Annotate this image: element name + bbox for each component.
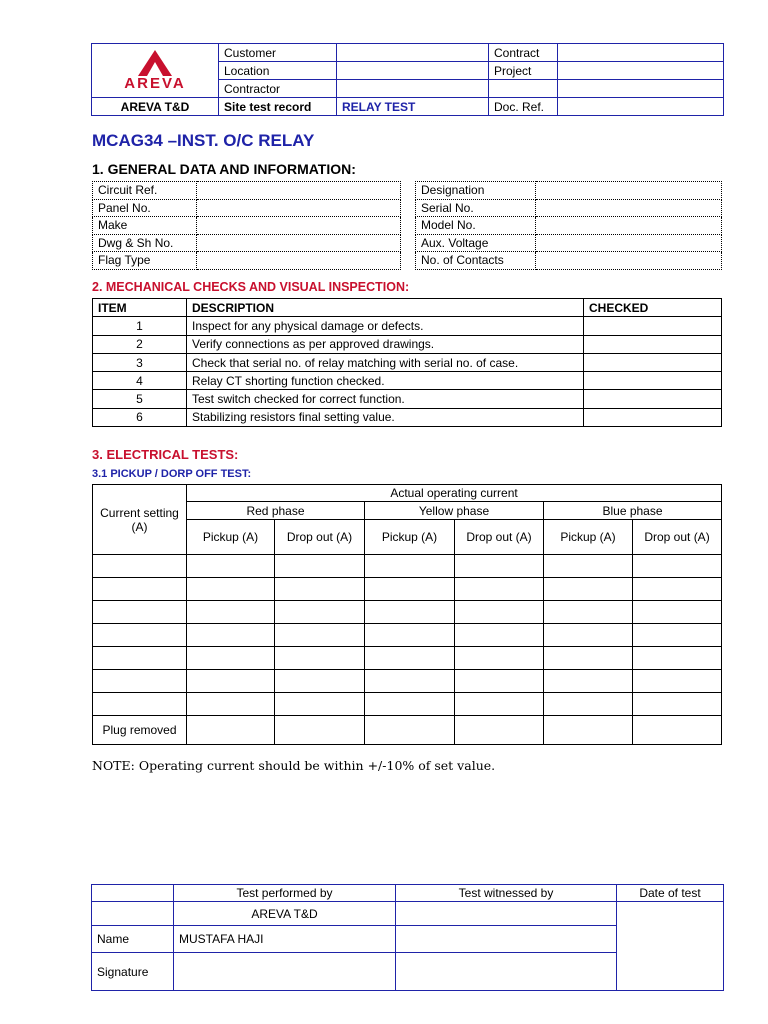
yellow-phase-header: Yellow phase xyxy=(365,502,544,520)
setting-cell[interactable] xyxy=(93,601,187,624)
value-cell[interactable] xyxy=(633,578,722,601)
value-cell[interactable] xyxy=(187,670,275,693)
blue-dropout-header: Drop out (A) xyxy=(633,520,722,555)
section-3-title: 3. ELECTRICAL TESTS: xyxy=(92,447,239,462)
value-cell[interactable] xyxy=(455,624,544,647)
item-number: 2 xyxy=(93,335,187,353)
value-cell[interactable] xyxy=(455,578,544,601)
contractor-field[interactable] xyxy=(337,80,489,98)
value-cell[interactable] xyxy=(455,670,544,693)
value-cell[interactable] xyxy=(275,716,365,745)
value-cell[interactable] xyxy=(633,693,722,716)
checked-cell[interactable] xyxy=(584,353,722,371)
item-description: Check that serial no. of relay matching with serial no. of case. xyxy=(187,353,584,371)
value-cell[interactable] xyxy=(275,601,365,624)
table-row xyxy=(93,716,722,745)
project-field[interactable] xyxy=(558,62,724,80)
value-cell[interactable] xyxy=(544,601,633,624)
performer-signature-field[interactable] xyxy=(174,953,396,991)
value-cell[interactable] xyxy=(544,647,633,670)
table-row xyxy=(93,372,722,390)
witness-company-field[interactable] xyxy=(396,902,617,926)
value-cell[interactable] xyxy=(633,624,722,647)
doc-ref-label: Doc. Ref. xyxy=(489,98,558,116)
field-value[interactable] xyxy=(197,252,401,270)
field-label: No. of Contacts xyxy=(416,252,536,270)
value-cell[interactable] xyxy=(365,670,455,693)
empty-field-cell[interactable] xyxy=(558,80,724,98)
logo-text: AREVA xyxy=(124,75,186,92)
checked-cell[interactable] xyxy=(584,372,722,390)
logo-cell xyxy=(92,44,219,98)
project-label: Project xyxy=(489,62,558,80)
item-description: Inspect for any physical damage or defects. xyxy=(187,317,584,335)
col-header-item: ITEM xyxy=(93,299,187,317)
areva-logo-icon xyxy=(138,50,172,76)
general-data-left xyxy=(92,181,401,270)
value-cell[interactable] xyxy=(365,578,455,601)
value-cell[interactable] xyxy=(544,670,633,693)
table-row xyxy=(93,390,722,408)
value-cell[interactable] xyxy=(455,601,544,624)
blue-pickup-header: Pickup (A) xyxy=(544,520,633,555)
value-cell[interactable] xyxy=(455,555,544,578)
table-row xyxy=(93,408,722,426)
col-header-checked: CHECKED xyxy=(584,299,722,317)
field-label: Serial No. xyxy=(416,199,536,217)
signoff-table xyxy=(91,884,724,991)
current-setting-header: Current setting (A) xyxy=(93,485,187,555)
table-row xyxy=(93,353,722,371)
checked-cell[interactable] xyxy=(584,390,722,408)
actual-current-header: Actual operating current xyxy=(187,485,722,502)
checked-cell[interactable] xyxy=(584,335,722,353)
value-cell[interactable] xyxy=(633,716,722,745)
item-number: 5 xyxy=(93,390,187,408)
record-label: Site test record xyxy=(219,98,337,116)
field-label: Panel No. xyxy=(93,199,197,217)
empty-cell xyxy=(92,885,174,902)
witnessed-by-header: Test witnessed by xyxy=(396,885,617,902)
field-label: Circuit Ref. xyxy=(93,182,197,200)
value-cell[interactable] xyxy=(633,601,722,624)
setting-cell[interactable] xyxy=(93,647,187,670)
value-cell[interactable] xyxy=(544,693,633,716)
note-text: NOTE: Operating current should be within +/-10% of set value. xyxy=(92,758,496,773)
item-description: Test switch checked for correct function. xyxy=(187,390,584,408)
setting-cell[interactable] xyxy=(93,578,187,601)
yellow-pickup-header: Pickup (A) xyxy=(365,520,455,555)
value-cell[interactable] xyxy=(455,647,544,670)
value-cell[interactable] xyxy=(187,624,275,647)
header-table xyxy=(91,43,724,116)
signature-label: Signature xyxy=(92,953,174,991)
value-cell[interactable] xyxy=(455,693,544,716)
customer-field[interactable] xyxy=(337,44,489,62)
item-number: 3 xyxy=(93,353,187,371)
value-cell[interactable] xyxy=(275,670,365,693)
table-row xyxy=(93,601,722,624)
table-row xyxy=(93,335,722,353)
item-description: Relay CT shorting function checked. xyxy=(187,372,584,390)
value-cell[interactable] xyxy=(544,555,633,578)
performer-name: MUSTAFA HAJI xyxy=(174,926,396,953)
general-data-right xyxy=(415,181,722,270)
empty-label-cell xyxy=(489,80,558,98)
red-dropout-header: Drop out (A) xyxy=(275,520,365,555)
value-cell[interactable] xyxy=(365,647,455,670)
performed-by-company: AREVA T&D xyxy=(174,902,396,926)
checked-cell[interactable] xyxy=(584,317,722,335)
value-cell[interactable] xyxy=(455,716,544,745)
page-title: MCAG34 –INST. O/C RELAY xyxy=(92,131,315,150)
value-cell[interactable] xyxy=(275,555,365,578)
blue-phase-header: Blue phase xyxy=(544,502,722,520)
contract-field[interactable] xyxy=(558,44,724,62)
table-row xyxy=(93,578,722,601)
field-value[interactable] xyxy=(536,199,722,217)
value-cell[interactable] xyxy=(544,624,633,647)
table-row xyxy=(93,647,722,670)
value-cell[interactable] xyxy=(187,578,275,601)
value-cell[interactable] xyxy=(275,647,365,670)
section-2-title: 2. MECHANICAL CHECKS AND VISUAL INSPECTION: xyxy=(92,280,410,294)
field-label: Make xyxy=(93,217,197,235)
item-description: Stabilizing resistors final setting value. xyxy=(187,408,584,426)
field-value[interactable] xyxy=(536,182,722,200)
setting-cell[interactable] xyxy=(93,555,187,578)
col-header-description: DESCRIPTION xyxy=(187,299,584,317)
value-cell[interactable] xyxy=(544,716,633,745)
witness-name-field[interactable] xyxy=(396,926,617,953)
value-cell[interactable] xyxy=(544,578,633,601)
mechanical-checks-table xyxy=(92,298,722,427)
electrical-tests-table xyxy=(92,484,722,745)
field-label: Designation xyxy=(416,182,536,200)
location-field[interactable] xyxy=(337,62,489,80)
company-name: AREVA T&D xyxy=(92,98,219,116)
checked-cell[interactable] xyxy=(584,408,722,426)
value-cell[interactable] xyxy=(365,601,455,624)
item-number: 4 xyxy=(93,372,187,390)
value-cell[interactable] xyxy=(187,716,275,745)
red-phase-header: Red phase xyxy=(187,502,365,520)
value-cell[interactable] xyxy=(365,716,455,745)
value-cell[interactable] xyxy=(187,601,275,624)
name-label: Name xyxy=(92,926,174,953)
field-value[interactable] xyxy=(197,182,401,200)
yellow-dropout-header: Drop out (A) xyxy=(455,520,544,555)
red-pickup-header: Pickup (A) xyxy=(187,520,275,555)
table-row xyxy=(93,624,722,647)
value-cell[interactable] xyxy=(633,555,722,578)
doc-ref-field[interactable] xyxy=(558,98,724,116)
contract-label: Contract xyxy=(489,44,558,62)
value-cell[interactable] xyxy=(365,555,455,578)
section-1-title: 1. GENERAL DATA AND INFORMATION: xyxy=(92,161,356,177)
plug-removed-label: Plug removed xyxy=(93,716,187,745)
value-cell[interactable] xyxy=(275,624,365,647)
field-value[interactable] xyxy=(536,234,722,252)
performed-by-header: Test performed by xyxy=(174,885,396,902)
value-cell[interactable] xyxy=(633,647,722,670)
empty-cell xyxy=(92,902,174,926)
field-value[interactable] xyxy=(197,199,401,217)
witness-signature-field[interactable] xyxy=(396,953,617,991)
record-type: RELAY TEST xyxy=(337,98,489,116)
setting-cell[interactable] xyxy=(93,693,187,716)
value-cell[interactable] xyxy=(275,693,365,716)
setting-cell[interactable] xyxy=(93,624,187,647)
location-label: Location xyxy=(219,62,337,80)
item-number: 6 xyxy=(93,408,187,426)
value-cell[interactable] xyxy=(365,693,455,716)
customer-label: Customer xyxy=(219,44,337,62)
contractor-label: Contractor xyxy=(219,80,337,98)
table-row xyxy=(93,555,722,578)
value-cell[interactable] xyxy=(187,647,275,670)
date-header: Date of test xyxy=(617,885,724,902)
field-label: Aux. Voltage xyxy=(416,234,536,252)
item-number: 1 xyxy=(93,317,187,335)
field-value[interactable] xyxy=(197,234,401,252)
value-cell[interactable] xyxy=(365,624,455,647)
field-label: Model No. xyxy=(416,217,536,235)
table-row xyxy=(93,317,722,335)
date-field[interactable] xyxy=(617,902,724,991)
value-cell[interactable] xyxy=(187,555,275,578)
field-value[interactable] xyxy=(536,217,722,235)
value-cell[interactable] xyxy=(633,670,722,693)
field-value[interactable] xyxy=(536,252,722,270)
field-label: Dwg & Sh No. xyxy=(93,234,197,252)
value-cell[interactable] xyxy=(187,693,275,716)
section-3-1-title: 3.1 PICKUP / DORP OFF TEST: xyxy=(92,468,252,480)
setting-cell[interactable] xyxy=(93,670,187,693)
table-row xyxy=(93,693,722,716)
table-row xyxy=(93,670,722,693)
field-value[interactable] xyxy=(197,217,401,235)
item-description: Verify connections as per approved drawings. xyxy=(187,335,584,353)
value-cell[interactable] xyxy=(275,578,365,601)
field-label: Flag Type xyxy=(93,252,197,270)
